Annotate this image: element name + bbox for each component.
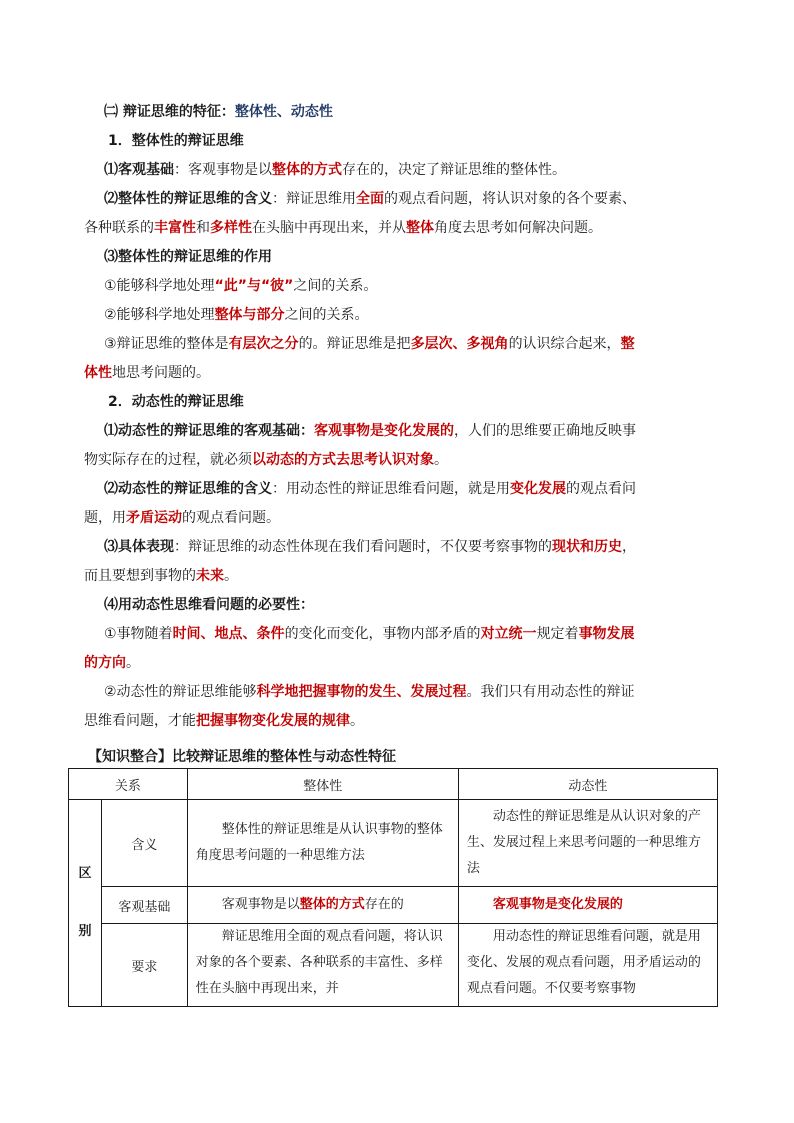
text: 。 (434, 452, 448, 468)
section-heading-prefix: ㈡ 辩证思维的特征： (104, 104, 235, 120)
emphasis: 整体的方式 (299, 897, 365, 912)
part2-paragraph-basis (104, 417, 724, 446)
text: 角度去思考如何解决问题。 (434, 220, 602, 236)
text: ：用动态性的辩证思维看问题，就是用 (272, 481, 510, 497)
table-row (69, 887, 718, 924)
emphasis: 对立统一 (480, 626, 537, 642)
emphasis: 未来 (196, 568, 224, 584)
table-header-row (69, 769, 718, 800)
text: ，人们的思维要正确地反映事 (454, 423, 636, 439)
part1-paragraph-basis (104, 156, 724, 185)
part1-title: 1．整体性的辩证思维 (108, 133, 244, 149)
text: 地思考问题的。 (112, 365, 210, 381)
text: ：辩证思维用 (272, 191, 356, 207)
table-header-dynamic: 动态性 (458, 769, 717, 800)
text: 客观事物是以 (221, 897, 300, 912)
part2-paragraph-necessity: ⑷用动态性思维看问题的必要性： (104, 597, 314, 613)
part1-item-3 (104, 330, 724, 359)
text: 的观点看问 (566, 481, 636, 497)
part1-paragraph-meaning-cont (84, 214, 724, 243)
table-group-label (69, 800, 102, 1007)
emphasis: 变化发展 (510, 481, 566, 497)
emphasis: 有层次之分 (228, 336, 299, 352)
emphasis: 体性 (84, 365, 112, 381)
emphasis: 客观事物是变化发展的 (492, 897, 623, 912)
cell-whole-requirement (187, 924, 458, 1007)
part1-item-2 (104, 301, 724, 330)
text: ①能够科学地处理 (104, 278, 215, 294)
text: 思维看问题，才能 (84, 713, 196, 729)
part2-paragraph-manifest-cont (84, 562, 724, 591)
table-title: 【知识整合】比较辩证思维的整体性与动态性特征 (88, 749, 396, 765)
text: 。 (126, 655, 140, 671)
text: 题，用 (84, 510, 126, 526)
table-header-relation: 关系 (69, 769, 188, 800)
text: ：客观事物是以 (174, 162, 272, 178)
part2-paragraph-meaning (104, 475, 724, 504)
part2-item-1 (104, 620, 724, 649)
section-heading-emphasis: 整体性、动态性 (234, 104, 333, 120)
label: ⑴客观基础 (104, 162, 174, 178)
row-label-requirement: 要求 (101, 924, 187, 1007)
emphasis: 时间、地点、条件 (172, 626, 285, 642)
table-header-whole: 整体性 (187, 769, 458, 800)
text: ②动态性的辩证思维能够 (104, 684, 257, 700)
part2-item-1-cont (84, 649, 724, 678)
text: 规定着 (536, 626, 579, 642)
text: 的变化而变化，事物内部矛盾的 (284, 626, 481, 642)
text: 。 (350, 713, 364, 729)
emphasis: 整 (620, 336, 635, 352)
part2-paragraph-meaning-cont (84, 504, 724, 533)
cell-dynamic-requirement (458, 924, 717, 1007)
text: ， (622, 539, 636, 555)
cell-whole-meaning: 整体性的辩证思维是从认识事物的整体角度思考问题的一种思维方法 (187, 800, 458, 887)
part1-paragraph-role: ⑶整体性的辩证思维的作用 (104, 249, 272, 265)
cell-dynamic-basis (458, 887, 717, 924)
text: 各种联系的 (84, 220, 154, 236)
part2-item-2 (104, 678, 724, 707)
text: ③辩证思维的整体是 (104, 336, 229, 352)
emphasis: “此”与“彼” (214, 278, 294, 294)
table-row (69, 800, 718, 887)
text: 的认识综合起来， (508, 336, 621, 352)
text: 的观点看问题，将认识对象的各个要素、 (384, 191, 636, 207)
text: 。我们只有用动态性的辩证 (466, 684, 635, 700)
part1-item-1 (104, 272, 724, 301)
text: ②能够科学地处理 (104, 307, 215, 323)
text: 之间的关系。 (284, 307, 369, 323)
cell-dynamic-meaning: 动态性的辩证思维是从认识对象的产生、发展过程上来思考问题的一种思维方法 (458, 800, 717, 887)
emphasis: 整体的方式 (272, 162, 342, 178)
text: ①事物随着 (104, 626, 173, 642)
emphasis: 的方向 (84, 655, 126, 671)
comparison-table (68, 768, 718, 1007)
part2-title: 2．动态性的辩证思维 (108, 394, 244, 410)
text: 的。辩证思维是把 (298, 336, 411, 352)
part1-paragraph-meaning (104, 185, 724, 214)
text: 存在的，决定了辩证思维的整体性。 (342, 162, 566, 178)
label: ⑵动态性的辩证思维的含义 (104, 481, 272, 497)
row-label-meaning: 含义 (101, 800, 187, 887)
text: ：辩证思维的动态性体现在我们看问题时，不仅要考察事物的 (174, 539, 552, 555)
part1-item-3-cont (84, 359, 724, 388)
table-row (69, 924, 718, 1007)
emphasis: 现状和历史 (552, 539, 622, 555)
part2-item-2-cont (84, 707, 724, 736)
emphasis: 多样性 (210, 220, 252, 236)
group-label-text: 区别 (78, 866, 92, 939)
cell-whole-basis (187, 887, 458, 924)
emphasis: 事物发展 (578, 626, 635, 642)
row-label-basis: 客观基础 (101, 887, 187, 924)
emphasis: 矛盾运动 (126, 510, 182, 526)
emphasis: 丰富性 (154, 220, 196, 236)
text: 而且要想到事物的 (84, 568, 196, 584)
text: 和 (196, 220, 210, 236)
text: 。 (224, 568, 238, 584)
emphasis: 整体 (406, 220, 434, 236)
emphasis: 把握事物变化发展的规律 (196, 713, 350, 729)
text: 之间的关系。 (293, 278, 378, 294)
label: ⑴动态性的辩证思维的客观基础： (104, 423, 314, 439)
emphasis: 多层次、多视角 (410, 336, 509, 352)
cell-text: 用动态性的辩证思维看问题，就是用变化、发展的观点看问题，用矛盾运动的观点看问题。不仅要考察事物 (466, 929, 701, 996)
section-heading (104, 98, 724, 127)
text: 物实际存在的过程，就必须 (84, 452, 252, 468)
text: 在头脑中再现出来，并从 (252, 220, 406, 236)
emphasis: 客观事物是变化发展的 (314, 423, 454, 439)
part2-paragraph-manifest (104, 533, 724, 562)
label: ⑶具体表现 (104, 539, 174, 555)
part2-paragraph-basis-cont (84, 446, 724, 475)
emphasis: 全面 (356, 191, 384, 207)
text: 的观点看问题。 (182, 510, 280, 526)
emphasis: 科学地把握事物的发生、发展过程 (256, 684, 467, 700)
main-content (84, 98, 724, 736)
emphasis: 以动态的方式去思考认识对象 (252, 452, 434, 468)
emphasis: 整体与部分 (214, 307, 285, 323)
text: 存在的 (364, 897, 404, 912)
cell-text: 辩证思维用全面的观点看问题，将认识对象的各个要素、各种联系的丰富性、多样性在头脑中再现出来，并 (195, 929, 443, 996)
label: ⑵整体性的辩证思维的含义 (104, 191, 272, 207)
